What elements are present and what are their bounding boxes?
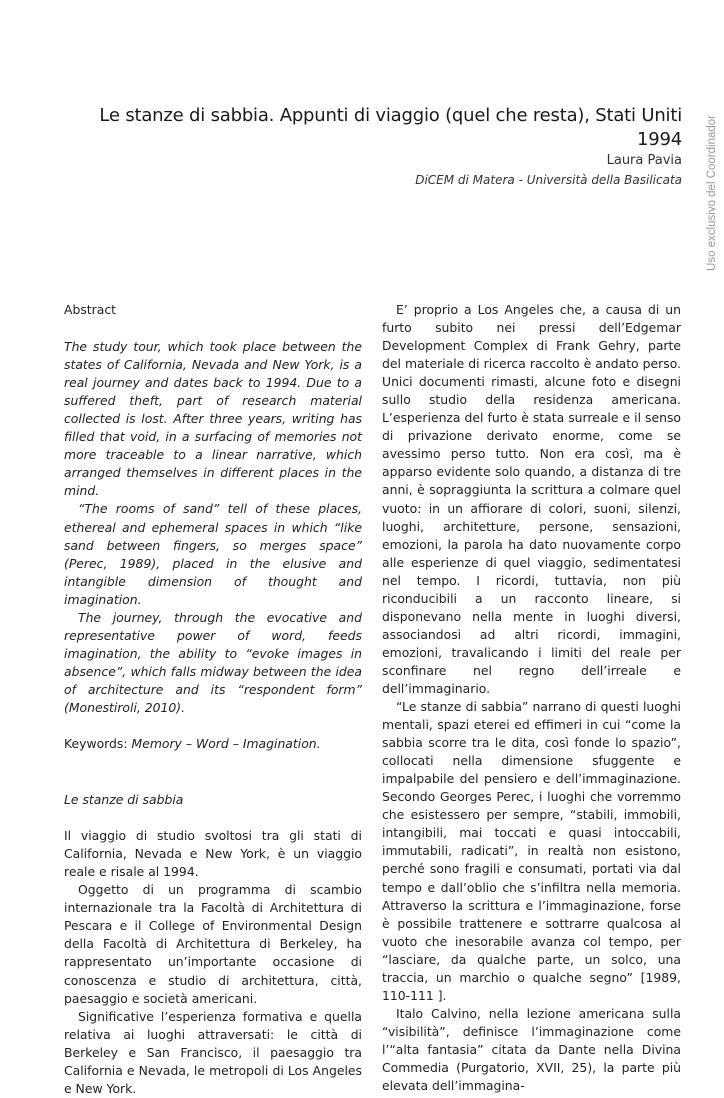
paper-title: Le stanze di sabbia. Appunti di viaggio (quel che resta), Stati Uniti 1994 — [99, 105, 682, 150]
side-watermark-text: Uso exclusivo del Coordinador — [706, 115, 718, 271]
abstract-paragraph: The study tour, which took place between the states of California, Nevada and New York, is a real journey and dates back to 1994. Due to a suffered theft, part of research material collected is lost. After three years, writing has filled that void, in a surfacing of memories not more traceable to a linear narrative, which arranged themselves in different places in the mind. — [64, 339, 362, 499]
body-paragraph: Significative l’esperienza formativa e quella relativa ai luoghi attraversati: le città di Berkeley e San Francisco, il paesaggio tra California e Nevada, le metropoli di Los Angeles e New York. — [64, 1008, 362, 1096]
keywords-label: Keywords: — [64, 736, 132, 752]
section-heading: Le stanze di sabbia — [64, 792, 184, 808]
author-affiliation: DiCEM di Matera - Università della Basilicata — [415, 173, 682, 187]
keywords — [64, 735, 362, 753]
side-watermark — [700, 98, 724, 288]
left-column — [64, 301, 362, 1098]
body-paragraph: E’ proprio a Los Angeles che, a causa di un furto subito nei pressi dell’Edgemar Development Complex di Frank Gehry, parte del materiale di ricerca raccolto è andato perso. Unici documenti rimasti, alcune foto e disegni sullo studio della residenza americana. L’esperienza del furto è stata surreale e il senso di privazione derivato enorme, come se avessimo perso tutto. Non era così, ma è apparso evidente solo quando, a distanza di tre anni, è sopraggiunta la scrittura a colmare quel vuoto: in un affiorare di colori, suoni, silenzi, luoghi, architetture, persone, sensazioni, emozioni, la parola ha dato nuovamente corpo alle esperienze di quel viaggio, sedimentatesi nel tempo. I ricordi, tuttavia, non più riconducibili a un racconto lineare, si disponevano nella mente in luoghi diversi, associandosi ad altri ricordi, immagini, emozioni, travalicando i limiti del reale per sconfinare nel regno dell’irreale e dell’immaginario. — [382, 302, 681, 696]
right-column — [382, 301, 681, 1095]
body-paragraph: “Le stanze di sabbia” narrano di questi luoghi mentali, spazi eterei ed effimeri in cui “come la sabbia scorre tra le dita, così fonde lo spazio”, collocati nella dimensione sfuggente e impalpabile del pensiero e dell’immaginazione. Secondo Georges Perec, i luoghi che vorremmo che esistessero per sempre, “stabili, immobili, intangibili, mai toccati e quasi intoccabili, immutabili, radicati”, in realtà non esistono, perché sono fragili e consumati, portati via dal tempo e dall’oblio che s’infiltra nella memoria. Attraverso la scrittura e l’immaginazione, forse è possibile trattenere e sottrarre qualcosa al vuoto che inesorabile avanza col tempo, per “lasciare, da qualche parte, un solco, una traccia, un marchio o qualche segno” [1989, 110-111 ]. — [382, 699, 681, 1003]
abstract-paragraph: “The rooms of sand” tell of these places, ethereal and ephemeral spaces in which “like sand between fingers, so merges space” (Perec, 1989), placed in the elusive and intangible dimension of thought and imagination. — [64, 501, 362, 607]
body-paragraph: Italo Calvino, nella lezione americana sulla “visibilità”, definisce l’immaginazione come l’“alta fantasia” citata da Dante nella Divina Commedia (Purgatorio, XVII, 25), la parte più elevata dell’immagina- — [382, 1005, 681, 1094]
abstract-heading: Abstract — [64, 302, 117, 317]
body-paragraph: Oggetto di un programma di scambio internazionale tra la Facoltà di Architettura di Pescara e il College of Environmental Design della Facoltà di Architettura di Berkeley, ha rappresentato un’importante occasione di conoscenza e studio di architettura, città, paesaggio e società americani. — [64, 882, 362, 1006]
author-name: Laura Pavia — [606, 153, 682, 168]
keywords-list: Memory – Word – Imagination. — [131, 736, 321, 752]
abstract — [64, 338, 362, 717]
abstract-paragraph: The journey, through the evocative and representative power of word, feeds imagination, the ability to “evoke images in absence”, which falls midway between the idea of architecture and its “respondent form” (Monestiroli, 2010). — [64, 609, 362, 715]
body-paragraph: Il viaggio di studio svoltosi tra gli stati di California, Nevada e New York, è un viaggio reale e risale al 1994. — [64, 828, 362, 880]
